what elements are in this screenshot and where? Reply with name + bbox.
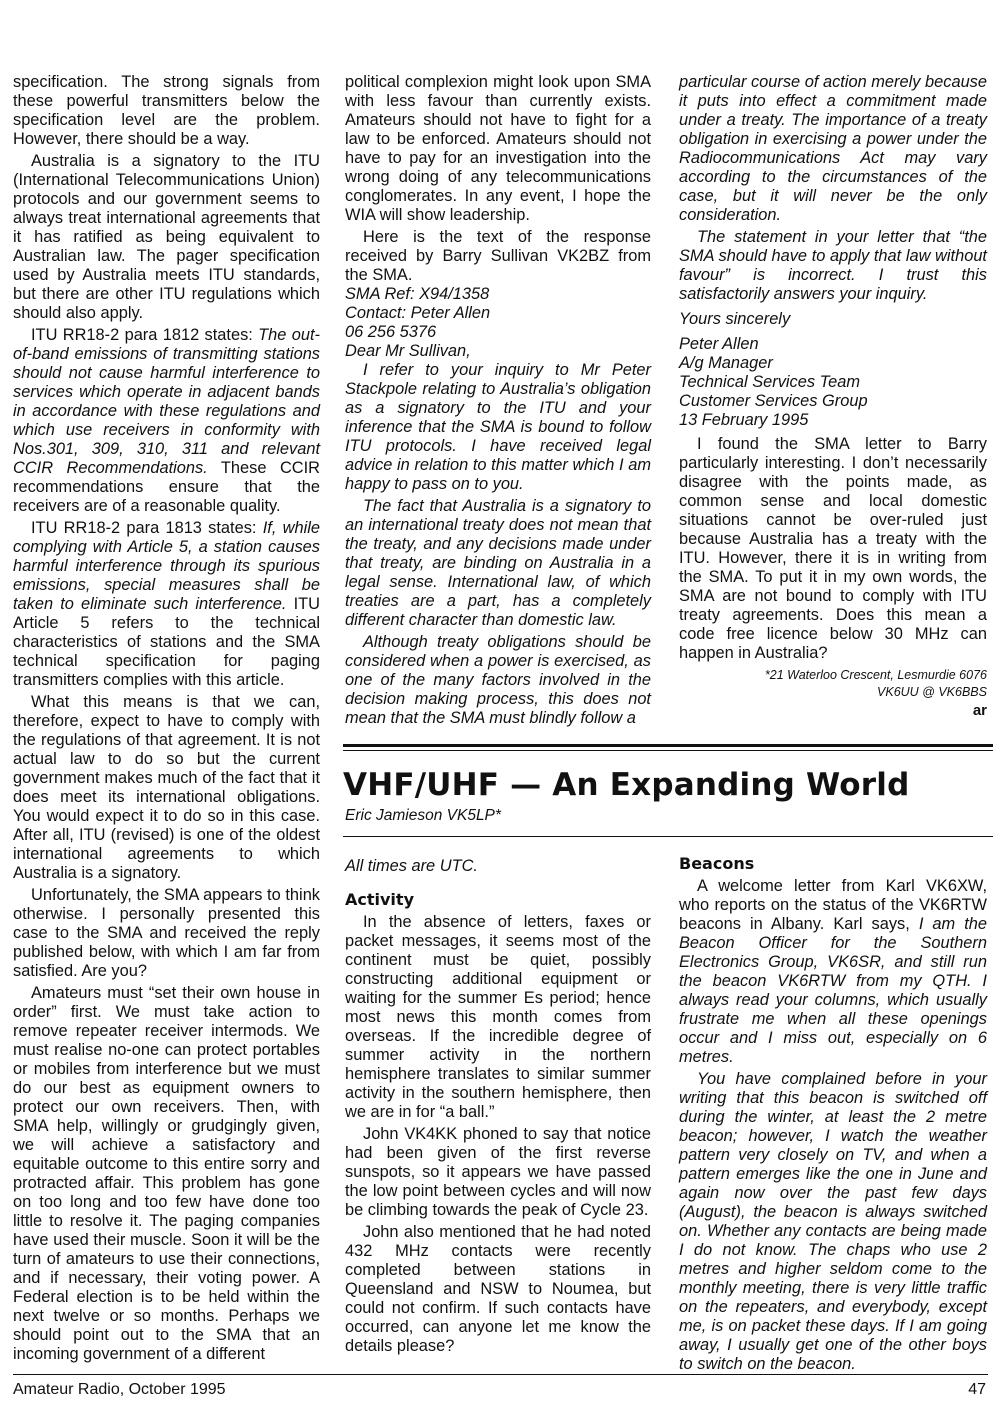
- activity-paragraph-1: In the absence of letters, faxes or packet messages, it seems most of the continent must be quiet, possibly constructing additional equipment or waiting for the summer Es period; hence most news this month comes from overseas. If the incredible degree of summer activity in the northern hemisphere translates to similar summer activity in the southern hemisphere, then we are in for “a ball.”: [345, 913, 651, 1121]
- activity-heading: Activity: [345, 890, 414, 909]
- footer-publication: Amateur Radio, October 1995: [13, 1381, 226, 1398]
- article-title: VHF/UHF — An Expanding World: [343, 767, 910, 803]
- col1-paragraph-2: Australia is a signatory to the ITU (International Telecommunications Union) protocols and our government seems to always treat international agreements that it has ratified as being equivalent to Australian law. The pager specification used by Australia meets ITU standards, but there are other ITU regulations which should also apply.: [13, 152, 320, 322]
- footer-rule: [13, 1374, 988, 1375]
- column-2: [345, 73, 651, 727]
- col1-paragraph-4: [13, 519, 320, 690]
- col1-paragraph-3: [13, 326, 320, 516]
- letter-contact: Contact: Peter Allen: [345, 304, 491, 322]
- signature-date: 13 February 1995: [679, 411, 809, 429]
- col1-paragraph-6: Unfortunately, the SMA appears to think otherwise. I personally presented this case to the SMA and received the reply published below, with which I am far from satisfied. Are you?: [13, 886, 320, 980]
- col1-p3-quote: The out-of-band emissions of transmitting stations should not cause harmful interference to services which operate in adjacent bands in accordance with these regulations and which use receivers in conformity with Nos.301, 309, 310, 311 and relevant CCIR Recommendations.: [13, 326, 321, 477]
- beacons-heading: Beacons: [679, 854, 755, 873]
- end-mark: ar: [972, 702, 987, 719]
- signature-group: Customer Services Group: [679, 392, 868, 410]
- column-1: [13, 73, 320, 1361]
- footer-page-number: 47: [968, 1381, 986, 1398]
- col1-p4-tail: ITU Article 5 refers to the technical characteristics of stations and the SMA technical specification for paging transmitters complies with this article.: [13, 595, 320, 689]
- article-header-rule: [343, 836, 993, 837]
- beacons-paragraph-1: [679, 877, 987, 1067]
- col1-paragraph-7: Amateurs must “set their own house in order” first. We must take action to remove repeater receiver intermods. We must realise no-one can protect portables or mobiles from interference but we must do our best as equipment owners to protect our own receivers. Then, with SMA help, willingly or grudgingly given, we will achieve a satisfactory and equitable outcome to this entire sorry and protracted affair. This problem has gone on too long and too few have done too little to resolve it. The paging companies have used their muscle. Soon it will be the turn of amateurs to use their connections, and if necessary, their voting power. A Federal election is to be held within the next twelve or so months. Perhaps we should point out to the SMA that an incoming government of a different: [13, 984, 320, 1363]
- column-3: [679, 73, 987, 723]
- col2-paragraph-1: political complexion might look upon SMA with less favour than currently exists. Amateurs should not have to fight for a law to be enforced. Amateurs should not have to pay for an investigation into the wrong doing of any telecommunications conglomerates. In any event, I hope the WIA will show leadership.: [345, 73, 651, 224]
- signature-title: A/g Manager: [679, 354, 773, 372]
- letter-closing: Yours sincerely: [679, 310, 791, 328]
- signature-team: Technical Services Team: [679, 373, 860, 391]
- col3-paragraph-1: I found the SMA letter to Barry particularly interesting. I don’t necessarily disagree with the points made, as common sense and local domestic situations cannot be over-ruled just because Australia has a treaty with the ITU. However, there it is in writing from the SMA. To put it in my own words, the SMA are not bound to comply with ITU treaty agreements. Does this mean a code free licence below 30 MHz can happen in Australia?: [679, 435, 987, 662]
- col1-paragraph-5: What this means is that we can, therefore, expect to have to comply with the regulations of that agreement. It is not actual law to do so but the current government makes much of the fact that it does meet its international obligations. You would expect it to do so in this case. After all, ITU (revised) is one of the oldest international agreements to which Australia is a signatory.: [13, 693, 320, 882]
- author-address: *21 Waterloo Crescent, Lesmurdie 6076: [764, 668, 987, 682]
- activity-paragraph-3: John also mentioned that he had noted 432 MHz contacts were recently completed between stations in Queensland and NSW to Noumea, but could not confirm. If such contacts have occurred, can anyone let me know the details please?: [345, 1223, 651, 1355]
- beacons-paragraph-2: You have complained before in your writing that this beacon is switched off during the winter, at least the 2 metre beacon; however, I watch the weather pattern very closely on TV, and when a pattern emerges like the one in June and again now over the past few days (August), the beacon is always switched on. Whether any contacts are being made I do not know. The chaps who use 2 metres and higher seldom come to the monthly meeting, there is very little traffic on the repeaters, and everybody, except me, is on packet these days. If I am going away, I usually get one of the other boys to switch on the beacon.: [679, 1070, 987, 1373]
- col1-p3-tail: These CCIR recommendations ensure that the receivers are of a reasonable quality.: [13, 459, 321, 515]
- signature-name: Peter Allen: [679, 335, 759, 353]
- article-byline: Eric Jamieson VK5LP*: [345, 807, 501, 824]
- activity-paragraph-2: John VK4KK phoned to say that notice had been given of the first reverse sunspots, so it appears we have passed the low point between cycles and will now be climbing towards the peak of Cycle 23.: [345, 1125, 651, 1219]
- letter-paragraph-5: The statement in your letter that “the SMA should have to apply that law without favour” is incorrect. I trust this satisfactorily answers your inquiry.: [679, 228, 987, 303]
- author-callsign: VK6UU @ VK6BBS: [877, 685, 987, 699]
- col1-paragraph-1: specification. The strong signals from these powerful transmitters below the specification level are the problem. However, there should be a way.: [13, 73, 320, 148]
- letter-paragraph-2: The fact that Australia is a signatory to an international treaty does not mean that the treaty, and any decisions made under that treaty, are binding on Australia in a legal sense. International law, of which treaties are a part, has a completely different character than domestic law.: [345, 497, 651, 629]
- letter-ref: SMA Ref: X94/1358: [345, 285, 490, 303]
- letter-paragraph-4: particular course of action merely because it puts into effect a commitment made under a treaty. The importance of a treaty obligation in exercising a power under the Radiocommunications Act may vary according to the circumstances of the case, but it will never be the only consideration.: [679, 73, 987, 224]
- letter-paragraph-1: I refer to your inquiry to Mr Peter Stackpole relating to Australia’s obligation as a signatory to the ITU and your inference that the SMA is bound to follow ITU protocols. I have received legal advice in relation to this matter which I am happy to pass on to you.: [345, 361, 651, 493]
- letter-phone: 06 256 5376: [345, 323, 437, 341]
- beacons-p1-quote: I am the Beacon Officer for the Southern Electronics Group, VK6SR, and still run the beacon VK6RTW from my QTH. I always read your columns, which usually frustrate me when all these openings occur and I miss out, especially on 6 metres.: [679, 915, 987, 1066]
- article-top-rule-thin: [343, 750, 993, 751]
- letter-salutation: Dear Mr Sullivan,: [345, 342, 471, 360]
- article-column-a: [345, 857, 651, 1357]
- article-top-rule: [343, 744, 993, 747]
- col1-p4-lead: ITU RR18-2 para 1813 states:: [31, 519, 263, 537]
- beacons-p1-lead: A welcome letter from Karl VK6XW, who reports on the status of the VK6RTW beacons in Albany. Karl says,: [679, 877, 987, 933]
- article-intro: All times are UTC.: [345, 857, 478, 875]
- article-column-b: [679, 854, 987, 1373]
- col1-p3-lead: ITU RR18-2 para 1812 states:: [31, 326, 259, 344]
- letter-paragraph-3: Although treaty obligations should be considered when a power is exercised, as one of the many factors involved in the decision making process, this does not mean that the SMA must blindly follow a: [345, 633, 651, 727]
- col1-p4-quote: If, while complying with Article 5, a station causes harmful interference through its spurious emissions, special measures shall be taken to eliminate such interference.: [13, 519, 320, 613]
- col2-paragraph-2: Here is the text of the response received by Barry Sullivan VK2BZ from the SMA.: [345, 228, 651, 284]
